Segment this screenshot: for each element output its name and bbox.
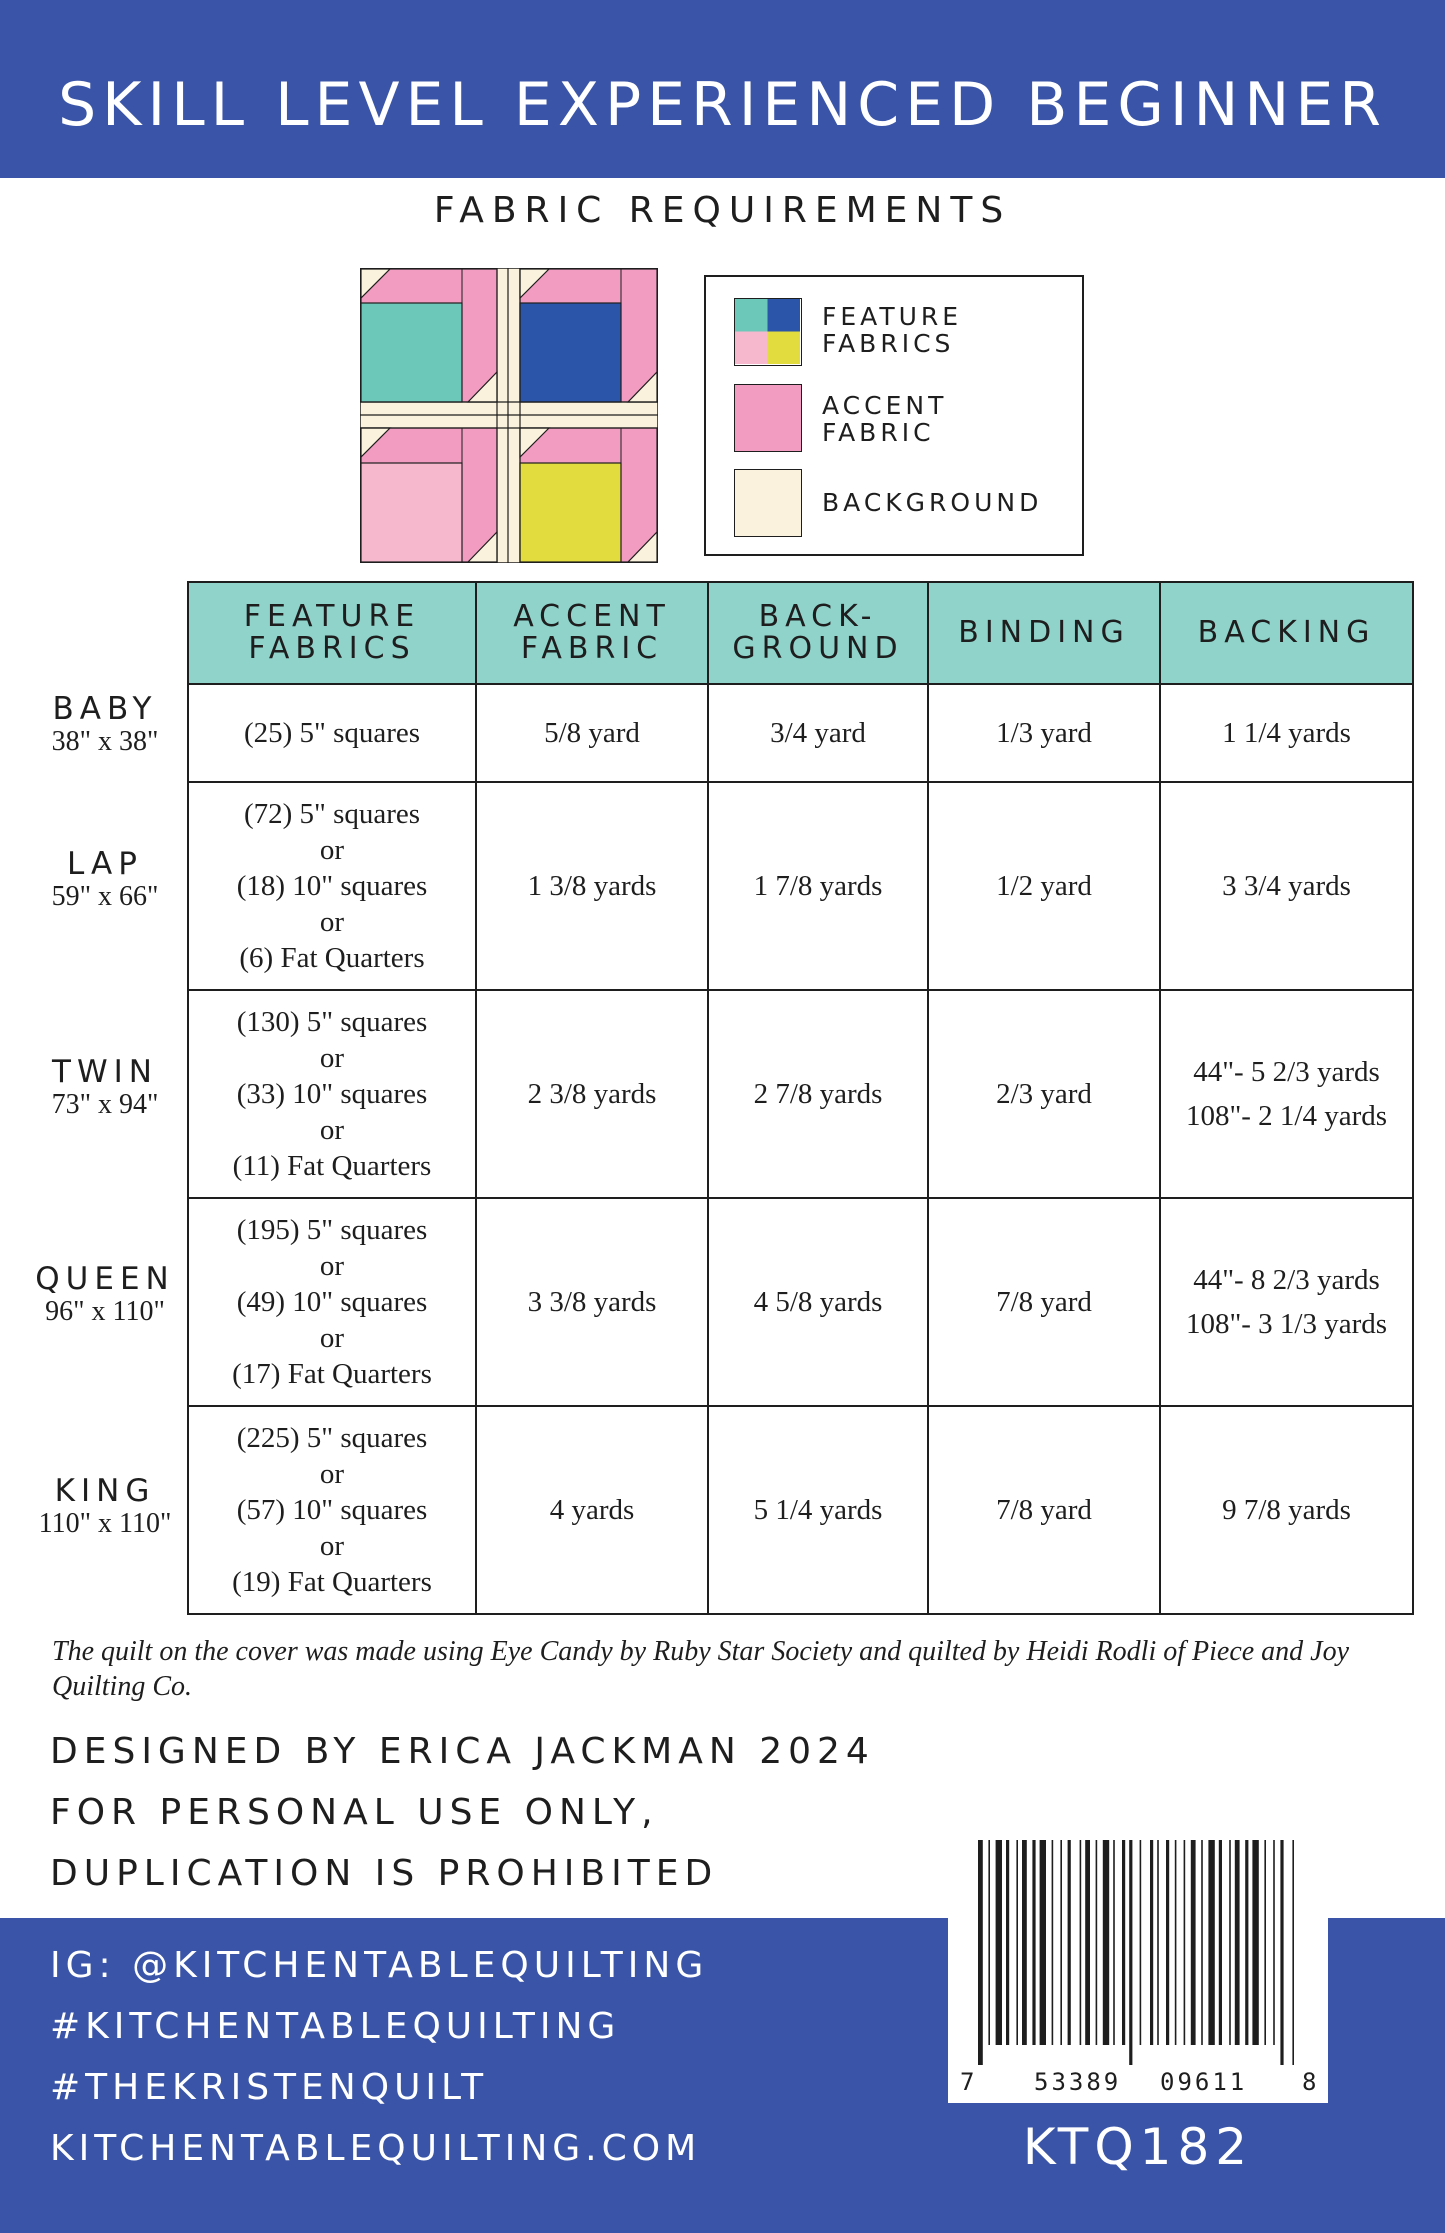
- header-backing: BACKING: [1160, 582, 1413, 684]
- barcode-bar: [1022, 1840, 1027, 2045]
- cover-quilt-footnote: The quilt on the cover was made using Eye Candy by Ruby Star Society and quilted by Heidi Rodli of Piece and Joy Quilting Co.: [52, 1636, 1350, 1702]
- size-label-lap: LAP 59" x 66": [51, 846, 159, 912]
- barcode-bar: [1040, 1840, 1046, 2045]
- cell-binding: 7/8 yard: [928, 1406, 1160, 1614]
- cell-background: 5 1/4 yards: [708, 1406, 928, 1614]
- table-header-row: [188, 582, 1413, 684]
- website-link[interactable]: KITCHENTABLEQUILTING.COM: [50, 2128, 702, 2169]
- barcode-bar: [1184, 1840, 1186, 2045]
- cell-background: 2 7/8 yards: [708, 990, 928, 1198]
- accent-fabric-swatch: [734, 384, 802, 452]
- table-row: [188, 990, 1413, 1198]
- skill-level-title: SKILL LEVEL EXPERIENCED BEGINNER: [58, 70, 1387, 140]
- barcode-bar: [1235, 1840, 1240, 2045]
- barcode-bar: [1080, 1840, 1082, 2045]
- barcode-bar: [1166, 1840, 1169, 2045]
- barcode-bar: [1140, 1840, 1142, 2045]
- background-swatch: [734, 469, 802, 537]
- barcode-bar: [1219, 1840, 1222, 2045]
- barcode-bar: [1085, 1840, 1090, 2045]
- cell-background: 1 7/8 yards: [708, 782, 928, 990]
- barcode-bar: [1175, 1840, 1177, 2045]
- barcode-bar: [1280, 1840, 1283, 2065]
- cell-binding: 1/2 yard: [928, 782, 1160, 990]
- barcode-bar: [1052, 1840, 1054, 2045]
- cell-accent: 4 yards: [476, 1406, 708, 1614]
- cell-feature: (25) 5" squares: [188, 684, 476, 782]
- barcode-digit-first: 7: [960, 2068, 975, 2096]
- barcode-bar: [1292, 1840, 1294, 2065]
- product-code: KTQ182: [1022, 2118, 1254, 2176]
- cell-binding: 7/8 yard: [928, 1198, 1160, 1406]
- cell-accent: 1 3/8 yards: [476, 782, 708, 990]
- cell-accent: 5/8 yard: [476, 684, 708, 782]
- barcode-bar: [1150, 1840, 1153, 2045]
- barcode-bar: [1016, 1840, 1018, 2045]
- barcode-bar: [1113, 1840, 1115, 2045]
- header-accent-fabric: ACCENT FABRIC: [476, 582, 708, 684]
- cell-feature: (225) 5" squares or (57) 10" squares or (19) Fat Quarters: [188, 1406, 476, 1614]
- cell-accent: 3 3/8 yards: [476, 1198, 708, 1406]
- block-unit-teal: [361, 269, 497, 402]
- cell-feature: (130) 5" squares or (33) 10" squares or (11) Fat Quarters: [188, 990, 476, 1198]
- barcode-bar: [996, 1840, 1002, 2045]
- barcode-bar: [1252, 1840, 1258, 2045]
- cell-feature: (195) 5" squares or (49) 10" squares or (17) Fat Quarters: [188, 1198, 476, 1406]
- header-binding: BINDING: [928, 582, 1160, 684]
- barcode-group-left: 53389: [1034, 2068, 1122, 2096]
- fabric-legend: [704, 275, 1084, 556]
- table-row: [188, 1198, 1413, 1406]
- barcode-bar: [1208, 1840, 1214, 2045]
- cell-backing: 1 1/4 yards: [1160, 684, 1413, 782]
- hashtag-kitchentablequilting: #KITCHENTABLEQUILTING: [50, 2006, 621, 2047]
- designer-credit: DESIGNED BY ERICA JACKMAN 2024: [50, 1731, 875, 1772]
- barcode-bar: [1264, 1840, 1266, 2045]
- barcode-bar: [1245, 1840, 1248, 2045]
- barcode-bars: [976, 1840, 1296, 2065]
- legend-label-feature: FEATURE FABRICS: [822, 302, 963, 358]
- duplication-notice: DUPLICATION IS PROHIBITED: [50, 1853, 719, 1894]
- instagram-handle: IG: @KITCHENTABLEQUILTING: [50, 1945, 709, 1986]
- barcode-bar: [1032, 1840, 1035, 2045]
- cell-backing: 9 7/8 yards: [1160, 1406, 1413, 1614]
- table-row: [188, 782, 1413, 990]
- block-unit-pink: [361, 428, 497, 562]
- barcode-bar: [1191, 1840, 1196, 2045]
- size-label-king: KING 110" x 110": [38, 1473, 172, 1539]
- cell-accent: 2 3/8 yards: [476, 990, 708, 1198]
- cell-binding: 2/3 yard: [928, 990, 1160, 1198]
- block-unit-yellow: [520, 428, 657, 562]
- personal-use-notice: FOR PERSONAL USE ONLY,: [50, 1792, 659, 1833]
- barcode: [948, 1818, 1328, 2103]
- barcode-bar: [1060, 1840, 1062, 2045]
- size-label-twin: TWIN 73" x 94": [51, 1054, 159, 1120]
- cell-feature: (72) 5" squares or (18) 10" squares or (6) Fat Quarters: [188, 782, 476, 990]
- cell-background: 3/4 yard: [708, 684, 928, 782]
- size-label-queen: QUEEN 96" x 110": [35, 1261, 175, 1327]
- header-feature-fabrics: FEATURE FABRICS: [188, 582, 476, 684]
- cell-backing: 3 3/4 yards: [1160, 782, 1413, 990]
- cell-backing: 44"- 5 2/3 yards 108"- 2 1/4 yards: [1160, 990, 1413, 1198]
- cell-background: 4 5/8 yards: [708, 1198, 928, 1406]
- feature-fabrics-swatch: [734, 298, 802, 366]
- header-background: BACK- GROUND: [708, 582, 928, 684]
- barcode-bar: [1068, 1840, 1071, 2045]
- hashtag-thekristenquilt: #THEKRISTENQUILT: [50, 2067, 489, 2108]
- cell-backing: 44"- 8 2/3 yards 108"- 3 1/3 yards: [1160, 1198, 1413, 1406]
- barcode-bar: [1157, 1840, 1159, 2045]
- block-unit-blue: [520, 269, 657, 402]
- barcode-group-right: 09611: [1160, 2068, 1248, 2096]
- barcode-digit-last: 8: [1302, 2068, 1317, 2096]
- fabric-requirements-table: [187, 581, 1414, 1615]
- fabric-requirements-title: FABRIC REQUIREMENTS: [433, 190, 1012, 231]
- barcode-bar: [978, 1840, 983, 2065]
- barcode-bar: [1129, 1840, 1132, 2065]
- barcode-bar: [1122, 1840, 1125, 2045]
- size-label-baby: BABY 38" x 38": [51, 691, 159, 757]
- barcode-bar: [1201, 1840, 1203, 2045]
- legend-label-background: BACKGROUND: [822, 488, 1043, 517]
- legend-label-accent: ACCENT FABRIC: [822, 391, 948, 447]
- barcode-bar: [1006, 1840, 1009, 2045]
- cell-binding: 1/3 yard: [928, 684, 1160, 782]
- barcode-bar: [1103, 1840, 1109, 2045]
- barcode-bar: [1096, 1840, 1098, 2045]
- table-row: [188, 1406, 1413, 1614]
- table-row: [188, 684, 1413, 782]
- barcode-bar: [1229, 1840, 1231, 2045]
- barcode-bar: [988, 1840, 990, 2045]
- barcode-bar: [1273, 1840, 1275, 2045]
- quilt-block-diagram: [360, 268, 658, 563]
